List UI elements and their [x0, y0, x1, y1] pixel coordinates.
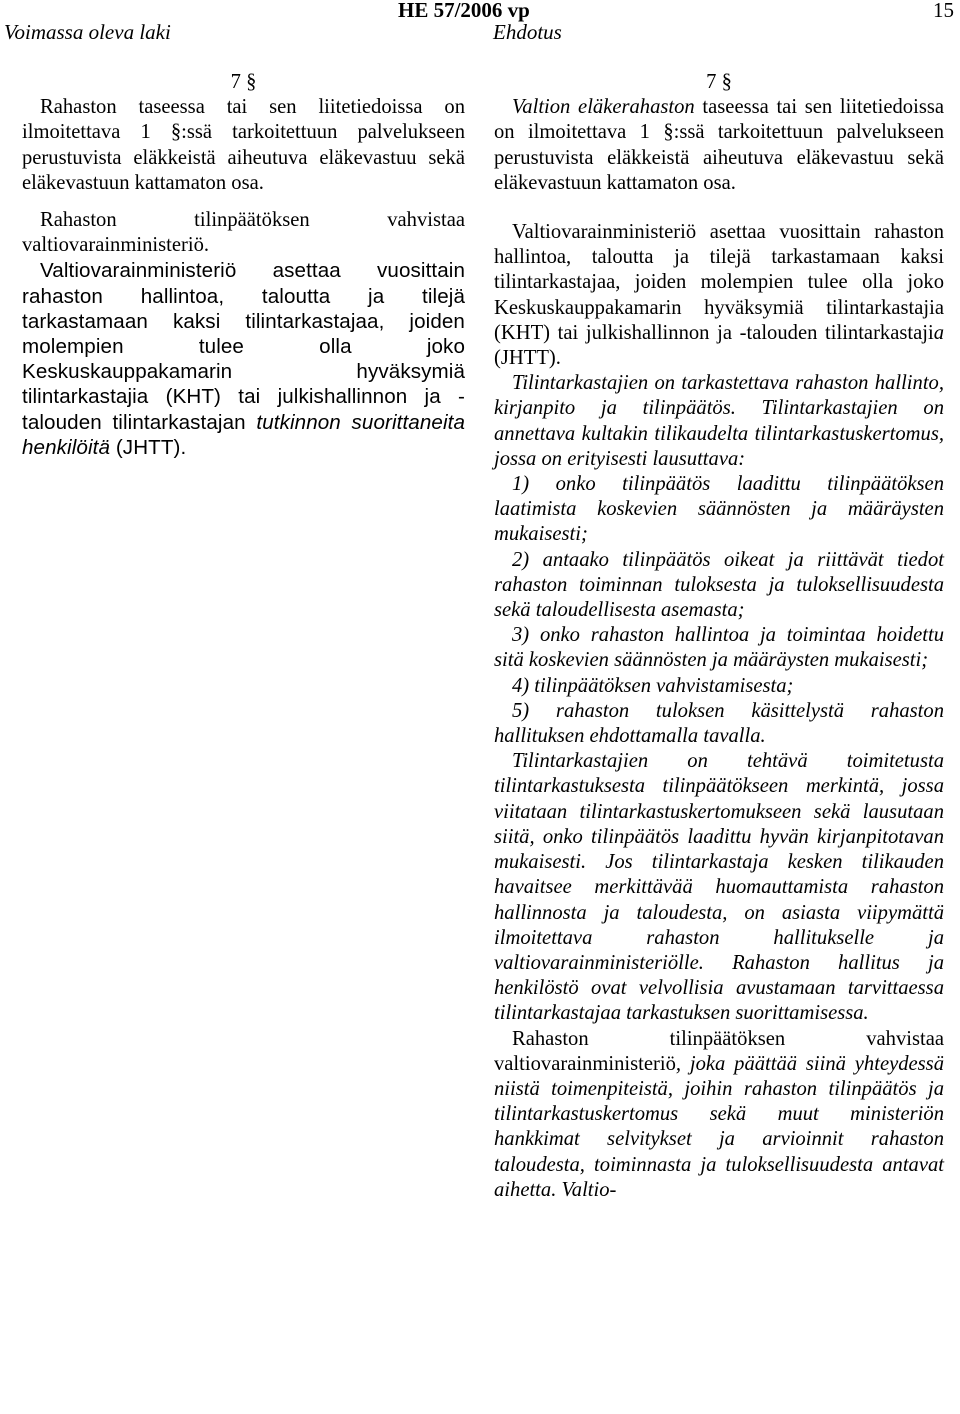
text-span: taseessa tai sen liitetiedoissa on ilmoitettava 1 §:ssä tarkoitettuun palvelukseen perustuvista eläkkeistä aiheutuva eläkevastuu sekä eläkevastuun kattamaton osa. — [494, 96, 944, 194]
paragraph: Tilintarkastajien on tehtävä toimitetusta tilintarkastuksesta tilinpäätökseen merkintä, jossa viitataan tilintarkastuskertomukseen sekä lausutaan siitä, onko tilinpäätös laadittu hyvän kirjanpitotavan mukaisesti. Jos tilintarkastaja kesken tilikauden havaitsee merkittävää huomauttamista rahaston hallinnosta ja taloudesta, on asiasta viipymättä ilmoitettava rahaston hallitukselle ja valtiovarainministeriölle. Rahaston hallitus ja henkilöstö ovat velvollisia avustamaan tarvittaessa tilintarkastajaa tarkastuksen suorittamisessa. — [494, 750, 944, 1025]
paragraph — [22, 258, 465, 460]
current-law-label: Voimassa oleva laki — [4, 20, 171, 44]
section-heading: 7 § — [706, 71, 732, 93]
page-header — [0, 0, 960, 56]
paragraph — [494, 1027, 944, 1203]
text-span: Rahaston tilinpäätöksen vahvistaa valtiovarainministeriö — [494, 1027, 944, 1075]
text-span: (JHTT). — [110, 435, 187, 459]
current-law-column — [22, 70, 465, 460]
italic-text: a — [933, 321, 944, 344]
text-span: Valtiovarainministeriö asettaa vuosittain rahaston hallintoa, taloutta ja tilejä tarkastamaan kaksi tilintarkastajaa, joiden molempien tulee olla joko Keskuskauppakamarin hyväksymiä tilintarkastajia (KHT) tai julkishallinnon ja -talouden tilintarkastaji — [494, 221, 944, 344]
text-span: (JHTT). — [494, 347, 561, 370]
paragraph — [494, 220, 944, 371]
list-item: 3) onko rahaston hallintoa ja toimintaa hoidettu sitä koskevien säännösten ja määräysten mukaisesti; — [494, 624, 944, 672]
page-number: 15 — [933, 0, 954, 22]
section-heading: 7 § — [230, 71, 257, 93]
italic-text: , joka päättää siinä yhteydessä niistä toimenpiteistä, joihin rahaston tilinpäätös ja tilintarkastuskertomus sekä muut ministeriön hankkimat selvitykset ja arvioinnit rahaston taloudesta, toiminnasta ja tuloksellisuudesta antavat aihetta. Valtio- — [494, 1052, 944, 1201]
list-item: 5) rahaston tuloksen käsittelystä rahaston hallituksen ehdottamalla tavalla. — [494, 699, 944, 748]
paragraph: Tilintarkastajien on tarkastettava rahaston hallinto, kirjanpito ja tilinpäätös. Tilintarkastajien on annettava kultakin tilikaudelta tilintarkastuskertomus, jossa on erityisesti lausuttava: — [494, 372, 944, 470]
list-item: 1) onko tilinpäätös laadittu tilinpäätöksen laatimista koskevien säännösten ja määräysten mukaisesti; — [494, 473, 944, 546]
list-item: 2) antaako tilinpäätös oikeat ja riittävät tiedot rahaston toiminnan tuloksesta ja tuloksellisuudesta sekä taloudellisesta asemasta; — [494, 548, 944, 622]
list-item: 4) tilinpäätöksen vahvistamisesta; — [512, 674, 794, 697]
paragraph — [494, 95, 944, 196]
italic-text: tutkinnon suorittaneita henkilöitä — [22, 410, 466, 459]
proposal-label: Ehdotus — [493, 20, 562, 44]
italic-text: Valtion eläkerahaston — [512, 96, 695, 119]
proposal-column — [494, 70, 944, 1203]
text-span: Valtiovarainministeriö asettaa vuosittain rahaston hallintoa, taloutta ja tilejä tarkastamaan kaksi tilintarkastajaa, joiden molempien tulee olla joko Keskuskauppakamarin hyväksymiä tilintarkastajia (KHT) tai julkishallinnon ja -talouden tilintarkastajan — [22, 259, 465, 434]
document-title: HE 57/2006 vp — [398, 0, 530, 22]
paragraph: Rahaston tilinpäätöksen vahvistaa valtiovarainministeriö. — [22, 209, 465, 257]
paragraph: Rahaston taseessa tai sen liitetiedoissa on ilmoitettava 1 §:ssä tarkoitettuun palvelukseen perustuvista eläkkeistä aiheutuva eläkevastuu sekä eläkevastuun kattamaton osa. — [22, 96, 465, 194]
